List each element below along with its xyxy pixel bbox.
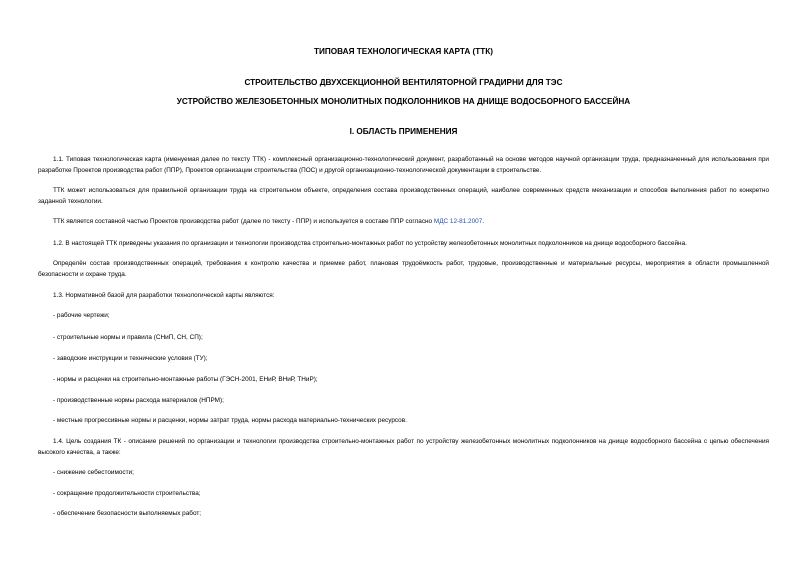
list-item: - строительные нормы и правила (СНиП, СН, СП);: [53, 334, 203, 341]
paragraph: 1.1. Типовая технологическая карта (именуемая далее по тексту ТТК) - комплексный организационно-технологический документ, разработанный на основе методов научной организации труда, предназначенный для использования при разработке Проектов производства работ (ППР), Проектов организации строительства (ПОС) и другой организационно-технологической документации в строительстве.: [38, 156, 769, 174]
list-item: - местные прогрессивные нормы и расценки, нормы затрат труда, нормы расхода материально-технических ресурсов.: [53, 417, 407, 424]
paragraph: 1.3. Нормативной базой для разработки технологической карты являются:: [53, 292, 275, 299]
list-item: - рабочие чертежи;: [53, 312, 110, 319]
paragraph-text: ТТК является составной частью Проектов производства работ (далее по тексту - ППР) и используется в составе ППР согласно: [53, 218, 434, 225]
list-item: - заводские инструкции и технические условия (ТУ);: [53, 355, 208, 362]
paragraph: Определён состав производственных операций, требования к контролю качества и приемке работ, плановая трудоёмкость работ, трудовые, производственные и материальные ресурсы, мероприятия в области промышленной безопасности и охране труда.: [38, 260, 769, 278]
paragraph: ТТК может использоваться для правильной организации труда на строительном объекте, определения состава производственных операций, наиболее современных средств механизации и способов выполнения работ по конкретно заданной технологии.: [38, 187, 769, 205]
mds-link[interactable]: МДС 12-81.2007: [433, 218, 483, 225]
paragraph: [38, 216, 769, 227]
list-item: - снижение себестоимости;: [53, 469, 134, 476]
paragraph-text: .: [482, 218, 485, 225]
paragraph: 1.4. Цель создания ТК - описание решений по организации и технологии производства строительно-монтажных работ по устройству железобетонных монолитных подколонников на днище водосборного бассейна с целью обеспечения высокого качества, а также:: [38, 438, 769, 456]
list-item: - обеспечение безопасности выполняемых работ;: [53, 510, 202, 517]
section-heading: I. ОБЛАСТЬ ПРИМЕНЕНИЯ: [349, 127, 458, 136]
list-item: - нормы и расценки на строительно-монтажные работы (ГЭСН-2001, ЕНиР, ВНиР, ТНиР);: [53, 376, 318, 383]
list-item: - производственные нормы расхода материалов (НПРМ);: [53, 397, 224, 404]
document-title: ТИПОВАЯ ТЕХНОЛОГИЧЕСКАЯ КАРТА (ТТК): [314, 47, 493, 56]
paragraph: 1.2. В настоящей ТТК приведены указания по организации и технологии производства строительно-монтажных работ по устройству железобетонных монолитных подколонников на днище водосборного бассейна.: [53, 240, 687, 247]
document-subtitle: СТРОИТЕЛЬСТВО ДВУХСЕКЦИОННОЙ ВЕНТИЛЯТОРНОЙ ГРАДИРНИ ДЛЯ ТЭС: [244, 78, 563, 87]
list-item: - сокращение продолжительности строительства;: [53, 490, 201, 497]
document-subtitle: УСТРОЙСТВО ЖЕЛЕЗОБЕТОННЫХ МОНОЛИТНЫХ ПОДКОЛОННИКОВ НА ДНИЩЕ ВОДОСБОРНОГО БАССЕЙНА: [176, 97, 631, 106]
